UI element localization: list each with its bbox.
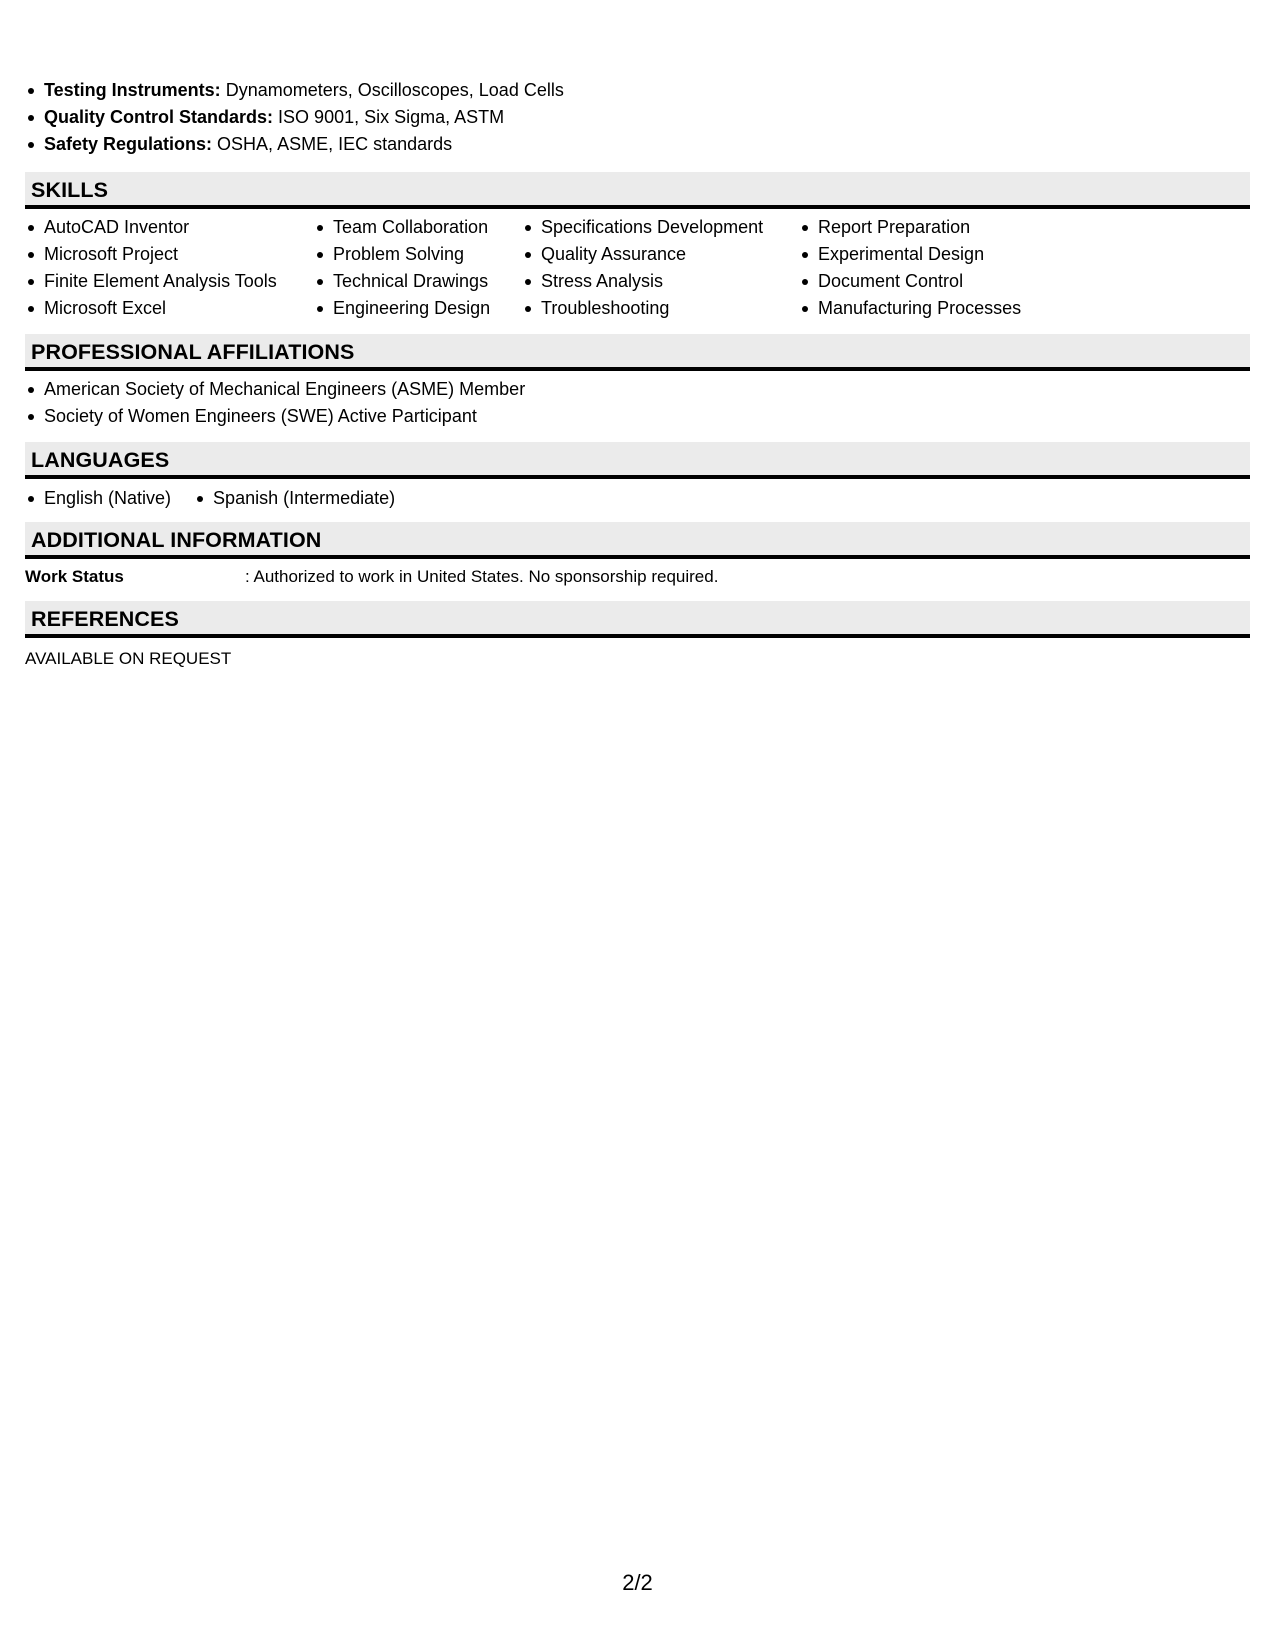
page-number: 2/2 — [622, 1570, 653, 1595]
affiliation-item: American Society of Mechanical Engineers (ASME) Member — [25, 376, 1250, 403]
language-item: Spanish (Intermediate) — [194, 485, 395, 512]
skills-column — [522, 214, 799, 322]
skills-column — [799, 214, 1059, 322]
skill-item: Finite Element Analysis Tools — [25, 268, 314, 295]
skill-item: Specifications Development — [522, 214, 799, 241]
skill-item: Report Preparation — [799, 214, 1059, 241]
skill-item: Stress Analysis — [522, 268, 799, 295]
tools-list — [25, 77, 1250, 158]
skill-item: Experimental Design — [799, 241, 1059, 268]
language-item: English (Native) — [25, 485, 171, 512]
skill-item: Microsoft Excel — [25, 295, 314, 322]
skill-item: Troubleshooting — [522, 295, 799, 322]
work-status-value: : Authorized to work in United States. No sponsorship required. — [245, 567, 719, 586]
tools-item-label: Safety Regulations: — [44, 134, 213, 154]
tools-item-value: ISO 9001, Six Sigma, ASTM — [278, 107, 505, 127]
skills-grid — [25, 214, 1250, 322]
skill-item: Microsoft Project — [25, 241, 314, 268]
skills-column — [25, 214, 314, 322]
skill-item: Engineering Design — [314, 295, 522, 322]
additional-info-section-title: ADDITIONAL INFORMATION — [25, 522, 1250, 559]
references-text: AVAILABLE ON REQUEST — [25, 649, 232, 668]
affiliation-item: Society of Women Engineers (SWE) Active Participant — [25, 403, 1250, 430]
tools-item-value: Dynamometers, Oscilloscopes, Load Cells — [225, 80, 564, 100]
skill-item: AutoCAD Inventor — [25, 214, 314, 241]
skill-item: Technical Drawings — [314, 268, 522, 295]
tools-item-label: Testing Instruments: — [44, 80, 221, 100]
tools-item — [25, 77, 1250, 104]
skill-item: Document Control — [799, 268, 1059, 295]
skill-item: Team Collaboration — [314, 214, 522, 241]
affiliations-section-title: PROFESSIONAL AFFILIATIONS — [25, 334, 1250, 371]
skill-item: Manufacturing Processes — [799, 295, 1059, 322]
references-section-title: REFERENCES — [25, 601, 1250, 638]
skills-column — [314, 214, 522, 322]
affiliations-list — [25, 376, 1250, 430]
skill-item: Quality Assurance — [522, 241, 799, 268]
languages-list — [25, 485, 1250, 512]
tools-item-label: Quality Control Standards: — [44, 107, 274, 127]
resume-page — [25, 77, 1250, 672]
tools-item — [25, 104, 1250, 131]
work-status-row — [25, 564, 1250, 590]
skill-item: Problem Solving — [314, 241, 522, 268]
skills-section-title: SKILLS — [25, 172, 1250, 209]
tools-item-value: OSHA, ASME, IEC standards — [217, 134, 453, 154]
languages-section-title: LANGUAGES — [25, 442, 1250, 479]
work-status-label: Work Status — [25, 567, 124, 586]
tools-item — [25, 131, 1250, 158]
